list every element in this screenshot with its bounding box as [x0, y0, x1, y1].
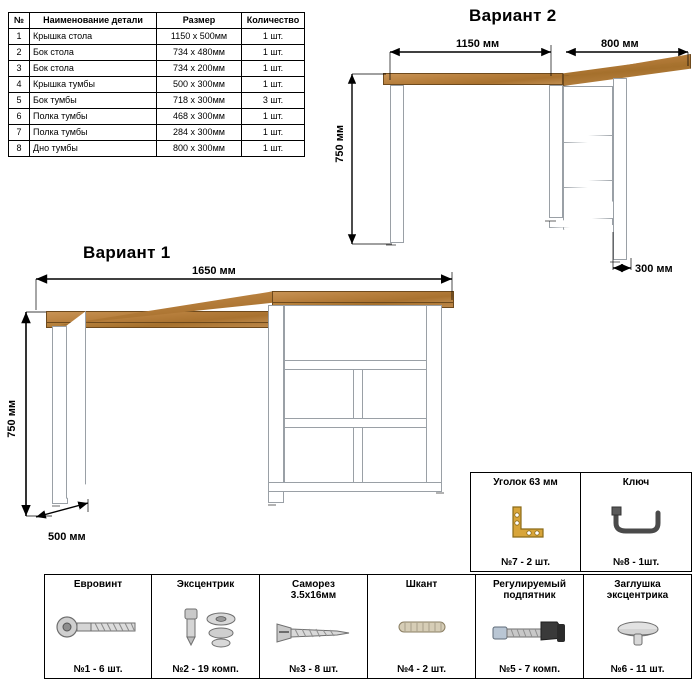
hardware-item-dowel: [368, 574, 476, 679]
hardware-title: Эксцентрик: [176, 579, 235, 590]
hardware-item-adjustable-foot: [476, 574, 584, 679]
corner-bracket-icon: [473, 488, 578, 557]
variant1-width-label: 1650 мм: [192, 265, 236, 277]
dowel-icon: [370, 590, 473, 664]
hardware-top-grid: [470, 472, 692, 572]
hardware-title: Уголок 63 мм: [493, 477, 558, 488]
hardware-title-line-1: Саморез: [292, 579, 335, 590]
col-header-qty: Количество: [242, 13, 305, 29]
variant1-shelf-horizontal: [284, 360, 442, 370]
hardware-item-corner-bracket: [470, 472, 581, 572]
cell-name: Бок стола: [30, 61, 157, 77]
cell-qty: 3 шт.: [242, 93, 305, 109]
hardware-title: [607, 579, 668, 601]
cell-qty: 1 шт.: [242, 77, 305, 93]
cell-num: 6: [9, 109, 30, 125]
cell-size: 734 x 480мм: [157, 45, 242, 61]
hardware-title-line-1: Регулируемый: [493, 579, 566, 590]
table-row: [9, 77, 305, 93]
variant1-center-panel: [268, 305, 284, 503]
variant1-depth-label: 500 мм: [48, 531, 86, 543]
cell-name: Полка тумбы: [30, 125, 157, 141]
cell-qty: 1 шт.: [242, 45, 305, 61]
variant1-left-leg-panel: [52, 326, 68, 504]
variant2-left-leg-panel: [390, 85, 404, 243]
variant1-height-label: 750 мм: [6, 400, 18, 438]
hardware-qty: №8 - 1шт.: [612, 557, 660, 568]
hardware-title: Шкант: [405, 579, 438, 590]
hardware-title-line-2: подпятник: [503, 590, 556, 601]
variant2-cabinet-bottom: [549, 218, 613, 228]
col-header-num: №: [9, 13, 30, 29]
cell-qty: 1 шт.: [242, 29, 305, 45]
cell-num: 4: [9, 77, 30, 93]
hardware-item-euro-screw: [44, 574, 152, 679]
cell-name: Крышка тумбы: [30, 77, 157, 93]
variant2-depth-label: 300 мм: [635, 263, 673, 275]
hardware-title-line-2: 3.5х16мм: [290, 590, 337, 601]
hardware-qty: №1 - 6 шт.: [73, 664, 123, 675]
hardware-qty: №4 - 2 шт.: [396, 664, 447, 675]
variant1-right-panel: [426, 305, 442, 491]
table-row: [9, 141, 305, 157]
hardware-title: Еврoвинт: [73, 579, 123, 590]
table-row: [9, 125, 305, 141]
allen-key-icon: [583, 488, 689, 557]
variant1-bottom-panel: [268, 482, 442, 492]
variant2-cabinet-body: [563, 86, 613, 230]
table-row: [9, 61, 305, 77]
cell-qty: 1 шт.: [242, 109, 305, 125]
parts-table: [8, 12, 305, 157]
cell-qty: 1 шт.: [242, 125, 305, 141]
cell-qty: 1 шт.: [242, 141, 305, 157]
cell-size: 718 x 300мм: [157, 93, 242, 109]
hardware-item-cam-lock: [152, 574, 260, 679]
hardware-title-line-2: эксцентрика: [606, 590, 669, 601]
hardware-item-allen-key: [581, 472, 692, 572]
cell-name: Полка тумбы: [30, 109, 157, 125]
hardware-title: [291, 579, 336, 601]
table-row: [9, 109, 305, 125]
table-row: [9, 45, 305, 61]
cam-cap-icon: [586, 601, 689, 664]
hardware-qty: №5 - 7 комп.: [498, 664, 560, 675]
cell-num: 1: [9, 29, 30, 45]
variant2-desktop-left: [383, 73, 563, 85]
table-header-row: [9, 13, 305, 29]
hardware-item-self-tapping-screw: [260, 574, 368, 679]
col-header-size: Размер: [157, 13, 242, 29]
table-row: [9, 29, 305, 45]
self-tapping-screw-icon: [262, 601, 365, 664]
euro-screw-icon: [47, 590, 149, 664]
variant2-center-panel: [549, 85, 563, 218]
hardware-title: [493, 579, 566, 601]
cell-size: 468 x 300мм: [157, 109, 242, 125]
cell-name: Крышка стола: [30, 29, 157, 45]
cell-name: Бок тумбы: [30, 93, 157, 109]
variant1-left-leg-depth: [66, 311, 86, 499]
cell-num: 7: [9, 125, 30, 141]
hardware-bottom-grid: [44, 574, 692, 679]
variant2-width-top-label: 1150 мм: [456, 38, 500, 50]
hardware-qty: №7 - 2 шт.: [500, 557, 551, 568]
hardware-item-cam-cap: [584, 574, 692, 679]
variant1-shelf-unit-body: [284, 305, 442, 491]
cell-name: Дно тумбы: [30, 141, 157, 157]
col-header-name: Наименование детали: [30, 13, 157, 29]
cell-num: 2: [9, 45, 30, 61]
variant2-title: Вариант 2: [469, 6, 557, 25]
cell-num: 3: [9, 61, 30, 77]
variant2-cabinet-right-panel: [613, 78, 627, 260]
cell-size: 500 x 300мм: [157, 77, 242, 93]
cell-size: 284 x 300мм: [157, 125, 242, 141]
variant2-height-label: 750 мм: [334, 125, 346, 163]
cell-size: 1150 x 500мм: [157, 29, 242, 45]
variant1-title: Вариант 1: [83, 243, 171, 262]
cam-lock-icon: [154, 590, 257, 664]
cell-size: 734 x 200мм: [157, 61, 242, 77]
cell-qty: 1 шт.: [242, 61, 305, 77]
hardware-qty: №6 - 11 шт.: [610, 664, 665, 675]
cell-size: 800 x 300мм: [157, 141, 242, 157]
hardware-title: Ключ: [622, 477, 650, 488]
cell-num: 8: [9, 141, 30, 157]
hardware-qty: №3 - 8 шт.: [288, 664, 339, 675]
adjustable-foot-icon: [478, 601, 581, 664]
hardware-qty: №2 - 19 комп.: [172, 664, 239, 675]
hardware-title-line-1: Заглушка: [614, 579, 661, 590]
table-row: [9, 93, 305, 109]
cell-num: 5: [9, 93, 30, 109]
variant1-shelf-horizontal-2: [284, 418, 442, 428]
variant2-width-side-label: 800 мм: [601, 38, 639, 50]
cell-name: Бок стола: [30, 45, 157, 61]
